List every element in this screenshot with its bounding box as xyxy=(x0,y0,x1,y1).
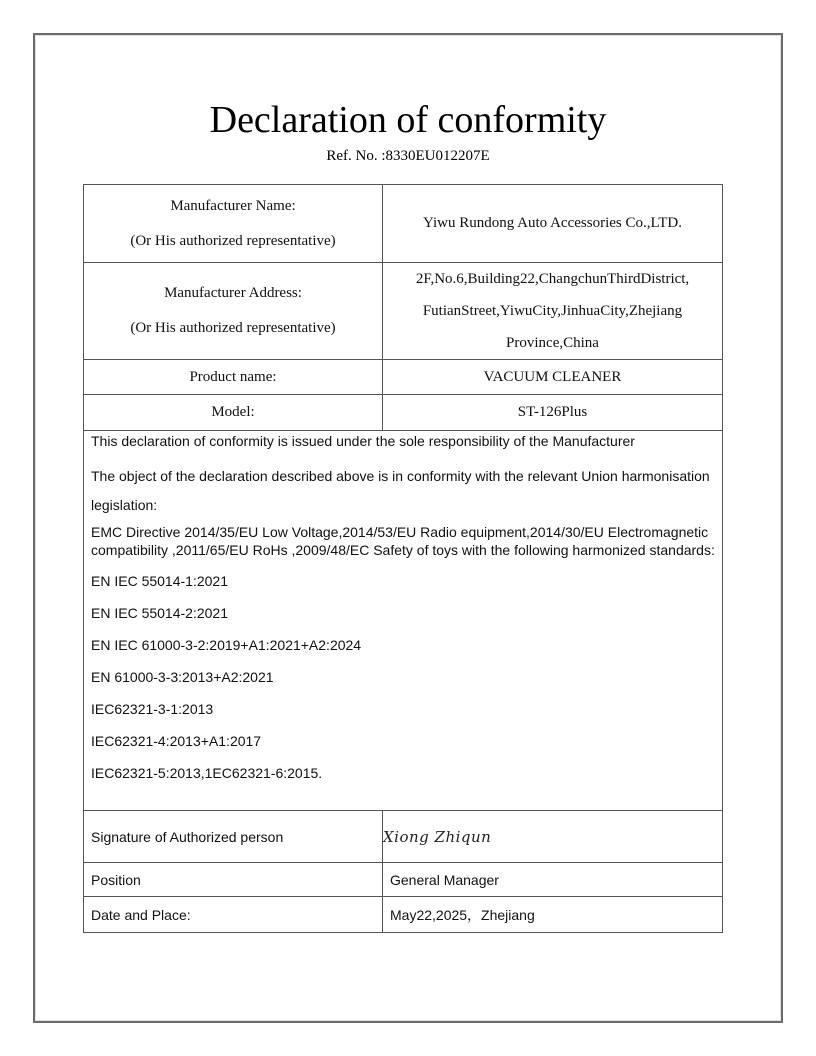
date-place-row xyxy=(84,897,723,933)
signature-row xyxy=(84,811,723,863)
statement-responsibility: This declaration of conformity is issued under the sole responsibility of the Manufacturer xyxy=(91,433,635,449)
product-name-label: Product name: xyxy=(84,360,383,395)
position-label: Position xyxy=(84,863,383,897)
standard-item: IEC62321-3-1:2013 xyxy=(91,701,214,717)
standard-item: EN IEC 55014-2:2021 xyxy=(91,605,228,621)
position-row xyxy=(84,863,723,897)
manufacturer-name-value: Yiwu Rundong Auto Accessories Co.,LTD. xyxy=(383,185,723,263)
reference-number: Ref. No. :8330EU012207E xyxy=(326,148,490,164)
signature-label: Signature of Authorized person xyxy=(84,811,383,863)
address-line: Province,China xyxy=(506,335,599,351)
model-value: ST-126Plus xyxy=(383,395,723,431)
address-line: 2F,No.6,Building22,ChangchunThirdDistrict, xyxy=(415,271,690,287)
manufacturer-address-label-cell xyxy=(84,263,383,360)
conformity-statement xyxy=(84,431,723,811)
standard-item: EN 61000-3-3:2013+A2:2021 xyxy=(91,669,274,685)
standard-item: EN IEC 55014-1:2021 xyxy=(91,573,228,589)
handwritten-signature: Xiong Zhiqun xyxy=(383,811,723,863)
manufacturer-name-label: Manufacturer Name: xyxy=(170,197,296,214)
authorized-rep-label: (Or His authorized representative) xyxy=(130,232,336,249)
product-name-row xyxy=(84,360,723,395)
standard-item: IEC62321-4:2013+A1:2017 xyxy=(91,733,262,749)
address-line: FutianStreet,YiwuCity,JinhuaCity,Zhejiang xyxy=(422,303,683,319)
statement-directives: EMC Directive 2014/35/EU Low Voltage,2014/53/EU Radio equipment,2014/30/EU Electromagnetic compatibility ,2011/65/EU RoHs ,2009/48/EC Safety of toys with the following harmonized standards: xyxy=(91,524,715,558)
authorized-rep-label: (Or His authorized representative) xyxy=(130,320,336,336)
manufacturer-address-row xyxy=(84,263,723,360)
document-title: Declaration of conformity xyxy=(209,99,607,141)
manufacturer-address-value xyxy=(383,263,723,360)
model-row xyxy=(84,395,723,431)
date-place-label: Date and Place: xyxy=(84,897,383,933)
manufacturer-name-label-cell xyxy=(84,185,383,263)
manufacturer-name-row xyxy=(84,185,723,263)
standard-item: EN IEC 61000-3-2:2019+A1:2021+A2:2024 xyxy=(91,637,362,653)
position-value: General Manager xyxy=(383,863,723,897)
standard-item: IEC62321-5:2013,1EC62321-6:2015. xyxy=(91,765,323,781)
declaration-table xyxy=(83,184,723,933)
product-name-value: VACUUM CLEANER xyxy=(383,360,723,395)
statement-conformity: The object of the declaration described above is in conformity with the relevant Union harmonisation legislation: xyxy=(91,468,710,513)
date-place-value: May22,2025，Zhejiang xyxy=(383,897,723,933)
manufacturer-address-label: Manufacturer Address: xyxy=(164,285,302,301)
statement-row xyxy=(84,431,723,811)
model-label: Model: xyxy=(84,395,383,431)
